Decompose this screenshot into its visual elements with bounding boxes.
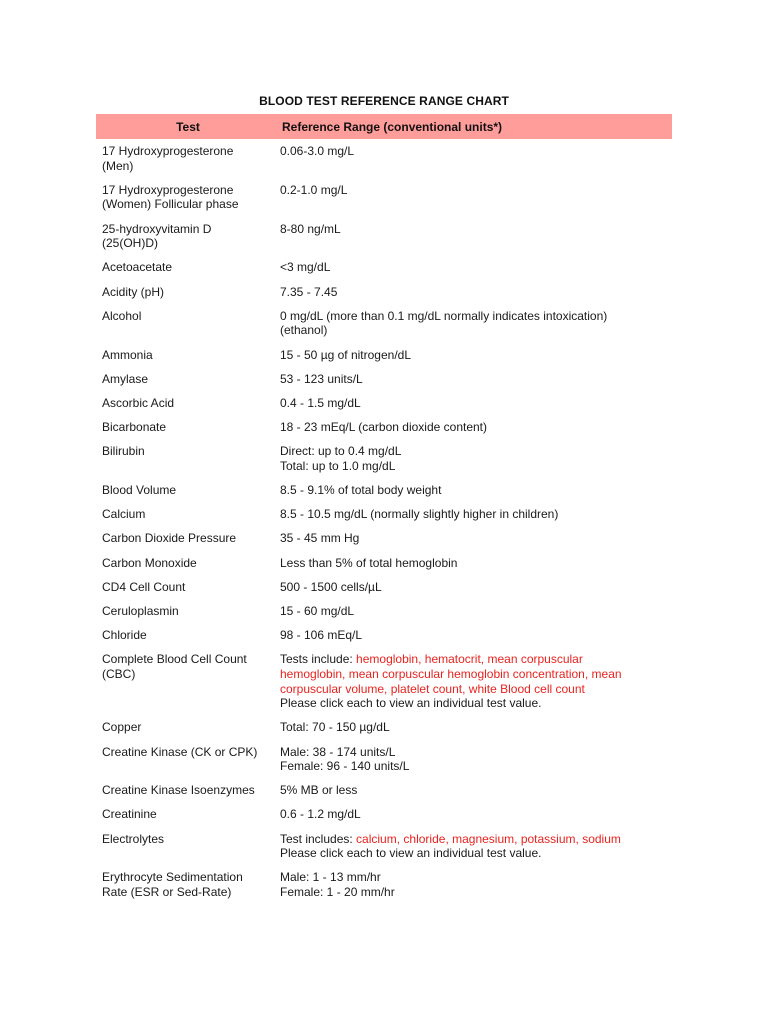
reference-range-line: [280, 309, 672, 324]
reference-range-line: [280, 885, 672, 900]
reference-range-cell: [276, 745, 672, 774]
test-link[interactable]: chloride: [403, 831, 446, 846]
reference-range-line: [280, 720, 672, 735]
range-text: 0.4 - 1.5 mg/dL: [280, 395, 361, 410]
range-text: Please click each to view an individual test value.: [280, 696, 542, 711]
test-name-cell: [96, 309, 276, 338]
table-row: [96, 444, 672, 473]
reference-range-line: [280, 604, 672, 619]
test-link: ,: [575, 831, 583, 846]
range-text: <3 mg/dL: [280, 260, 331, 275]
reference-range-cell: [276, 580, 672, 595]
range-text: Total: up to 1.0 mg/dL: [280, 458, 396, 473]
test-name-cell: [96, 483, 276, 498]
table-row: [96, 556, 672, 571]
test-name-line: 17 Hydroxyprogesterone: [102, 144, 234, 158]
test-name-cell: [96, 285, 276, 300]
test-name-cell: [96, 580, 276, 595]
reference-range-cell: [276, 807, 672, 822]
test-link[interactable]: hemoglobin: [280, 666, 343, 681]
range-text: (ethanol): [280, 323, 328, 338]
table-row: [96, 372, 672, 387]
reference-range-line: [280, 285, 672, 300]
test-name-line: 25-hydroxyvitamin D: [102, 221, 212, 236]
test-link[interactable]: hematocrit: [424, 652, 481, 667]
table-row: [96, 420, 672, 435]
test-name-line: Calcium: [102, 507, 146, 522]
test-name-line: Acidity (pH): [102, 284, 165, 299]
reference-range-cell: [276, 604, 672, 619]
table-row: [96, 870, 672, 899]
range-text: 15 - 50 µg of nitrogen/dL: [280, 347, 412, 362]
reference-range-table: [96, 114, 672, 909]
table-row: [96, 183, 672, 212]
test-link[interactable]: mean corpuscular hemoglobin concentration: [348, 666, 585, 681]
table-header-row: [96, 114, 672, 139]
range-text: Female: 1 - 20 mm/hr: [280, 885, 395, 900]
table-row: [96, 580, 672, 595]
table-row: [96, 309, 672, 338]
table-row: [96, 720, 672, 735]
test-name-line: (CBC): [102, 666, 136, 681]
test-name-line: Electrolytes: [102, 831, 165, 846]
reference-range-line: [280, 396, 672, 411]
reference-range-cell: [276, 720, 672, 735]
test-name-cell: [96, 531, 276, 546]
reference-range-line: [280, 846, 672, 861]
reference-range-cell: [276, 783, 672, 798]
table-row: [96, 652, 672, 710]
table-row: [96, 396, 672, 411]
reference-range-line: [280, 144, 672, 159]
test-link[interactable]: white Blood cell count: [468, 681, 585, 696]
range-text: 15 - 60 mg/dL: [280, 603, 355, 618]
reference-range-line: [280, 580, 672, 595]
reference-range-line: [280, 745, 672, 760]
test-name-cell: [96, 807, 276, 822]
test-link: ,: [480, 652, 488, 667]
test-link[interactable]: magnesium: [452, 831, 515, 846]
table-body: [96, 139, 672, 900]
range-text: Tests include:: [280, 652, 357, 667]
range-text: 0 mg/dL (more than 0.1 mg/dL normally indicates intoxication): [280, 308, 608, 323]
reference-range-line: [280, 783, 672, 798]
test-name-line: Blood Volume: [102, 483, 177, 498]
reference-range-line: [280, 183, 672, 198]
test-link[interactable]: mean: [591, 666, 622, 681]
test-link: ,: [384, 681, 391, 696]
reference-range-line: [280, 870, 672, 885]
range-text: Female: 96 - 140 units/L: [280, 759, 410, 774]
test-name-cell: [96, 420, 276, 435]
table-row: [96, 783, 672, 798]
test-name-line: Creatine Kinase Isoenzymes: [102, 783, 255, 798]
test-name-line: Ascorbic Acid: [102, 395, 175, 410]
range-text: 5% MB or less: [280, 783, 358, 798]
reference-range-cell: [276, 222, 672, 251]
test-link[interactable]: mean corpuscular: [487, 652, 583, 667]
reference-range-line: [280, 807, 672, 822]
test-name-line: Creatine Kinase (CK or CPK): [102, 744, 258, 759]
reference-range-cell: [276, 444, 672, 473]
range-text: Direct: up to 0.4 mg/dL: [280, 444, 402, 459]
range-text: Total: 70 - 150 µg/dL: [280, 720, 390, 735]
test-name-line: (Men): [102, 158, 134, 173]
reference-range-cell: [276, 260, 672, 275]
table-row: [96, 604, 672, 619]
test-name-cell: [96, 144, 276, 173]
test-name-line: Creatinine: [102, 807, 157, 822]
test-link: ,: [418, 652, 425, 667]
reference-range-cell: [276, 531, 672, 546]
table-row: [96, 531, 672, 546]
test-name-line: Erythrocyte Sedimentation: [102, 870, 243, 885]
test-name-line: (25(OH)D): [102, 236, 158, 251]
test-name-cell: [96, 372, 276, 387]
reference-range-cell: [276, 507, 672, 522]
test-link: ,: [342, 666, 349, 681]
test-name-line: CD4 Cell Count: [102, 579, 186, 594]
test-name-line: 17 Hydroxyprogesterone: [102, 182, 234, 197]
range-text: 53 - 123 units/L: [280, 371, 363, 386]
test-link: ,: [514, 831, 521, 846]
test-name-line: Bicarbonate: [102, 420, 167, 435]
reference-range-line: [280, 667, 672, 682]
test-name-cell: [96, 556, 276, 571]
range-text: 500 - 1500 cells/µL: [280, 579, 382, 594]
test-name-cell: [96, 444, 276, 473]
range-text: Male: 38 - 174 units/L: [280, 744, 396, 759]
test-name-cell: [96, 832, 276, 861]
reference-range-cell: [276, 183, 672, 212]
reference-range-line: [280, 507, 672, 522]
reference-range-cell: [276, 144, 672, 173]
test-name-cell: [96, 745, 276, 774]
table-row: [96, 832, 672, 861]
test-name-cell: [96, 507, 276, 522]
test-name-line: Complete Blood Cell Count: [102, 652, 247, 667]
range-text: 98 - 106 mEq/L: [280, 628, 363, 643]
test-name-line: Carbon Dioxide Pressure: [102, 531, 237, 546]
reference-range-line: [280, 459, 672, 474]
test-name-line: Ammonia: [102, 347, 153, 362]
range-text: 0.2-1.0 mg/L: [280, 182, 348, 197]
test-name-line: Amylase: [102, 371, 149, 386]
range-text: Please click each to view an individual test value.: [280, 846, 542, 861]
reference-range-line: [280, 696, 672, 711]
reference-range-cell: [276, 372, 672, 387]
test-link[interactable]: sodium: [582, 831, 621, 846]
range-text: 8.5 - 10.5 mg/dL (normally slightly higher in children): [280, 507, 559, 522]
range-text: 7.35 - 7.45: [280, 284, 338, 299]
column-header-reference-range: Reference Range (conventional units*): [282, 119, 503, 134]
reference-range-line: [280, 531, 672, 546]
test-name-line: Bilirubin: [102, 444, 145, 459]
test-name-line: Ceruloplasmin: [102, 603, 179, 618]
test-name-line: Rate (ESR or Sed-Rate): [102, 885, 232, 900]
reference-range-line: [280, 420, 672, 435]
reference-range-line: [280, 832, 672, 847]
reference-range-line: [280, 348, 672, 363]
reference-range-cell: [276, 628, 672, 643]
test-link[interactable]: platelet count: [390, 681, 463, 696]
test-name-cell: [96, 260, 276, 275]
range-text: Male: 1 - 13 mm/hr: [280, 870, 381, 885]
range-text: 0.6 - 1.2 mg/dL: [280, 807, 361, 822]
test-name-cell: [96, 720, 276, 735]
test-link: ,: [445, 831, 453, 846]
table-row: [96, 507, 672, 522]
reference-range-line: [280, 682, 672, 697]
test-link[interactable]: potassium: [520, 831, 576, 846]
reference-range-cell: [276, 870, 672, 899]
range-text: 18 - 23 mEq/L (carbon dioxide content): [280, 420, 488, 435]
range-text: 8.5 - 9.1% of total body weight: [280, 483, 442, 498]
table-row: [96, 348, 672, 363]
test-link: ,: [396, 831, 404, 846]
reference-range-cell: [276, 285, 672, 300]
reference-range-line: [280, 556, 672, 571]
test-name-cell: [96, 183, 276, 212]
reference-range-line: [280, 759, 672, 774]
range-text: Test includes:: [280, 831, 357, 846]
reference-range-line: [280, 628, 672, 643]
test-name-line: Acetoacetate: [102, 260, 173, 275]
reference-range-cell: [276, 483, 672, 498]
range-text: 8-80 ng/mL: [280, 221, 341, 236]
table-row: [96, 807, 672, 822]
test-name-cell: [96, 870, 276, 899]
table-row: [96, 483, 672, 498]
reference-range-cell: [276, 556, 672, 571]
reference-range-line: [280, 483, 672, 498]
test-link: ,: [462, 681, 469, 696]
test-name-cell: [96, 783, 276, 798]
test-name-line: Chloride: [102, 628, 147, 643]
column-header-test: Test: [176, 119, 200, 134]
reference-range-cell: [276, 832, 672, 861]
range-text: 0.06-3.0 mg/L: [280, 144, 355, 158]
reference-range-line: [280, 222, 672, 237]
reference-range-line: [280, 372, 672, 387]
test-name-cell: [96, 396, 276, 411]
table-row: [96, 745, 672, 774]
reference-range-cell: [276, 652, 672, 710]
test-name-cell: [96, 652, 276, 710]
range-text: Less than 5% of total hemoglobin: [280, 555, 458, 570]
reference-range-line: [280, 260, 672, 275]
reference-range-line: [280, 323, 672, 338]
test-link[interactable]: hemoglobin: [356, 652, 419, 667]
reference-range-line: [280, 652, 672, 667]
test-name-line: Copper: [102, 720, 142, 735]
document-title: BLOOD TEST REFERENCE RANGE CHART: [259, 94, 509, 108]
table-row: [96, 628, 672, 643]
test-name-line: (Women) Follicular phase: [102, 197, 239, 212]
test-link: ,: [584, 666, 592, 681]
range-text: 35 - 45 mm Hg: [280, 531, 360, 546]
test-name-cell: [96, 628, 276, 643]
test-name-line: Alcohol: [102, 308, 142, 323]
table-row: [96, 285, 672, 300]
reference-range-cell: [276, 348, 672, 363]
test-name-cell: [96, 222, 276, 251]
reference-range-line: [280, 444, 672, 459]
test-link[interactable]: calcium: [356, 831, 397, 846]
table-row: [96, 144, 672, 173]
test-name-cell: [96, 604, 276, 619]
table-row: [96, 222, 672, 251]
reference-range-cell: [276, 396, 672, 411]
test-name-line: Carbon Monoxide: [102, 555, 197, 570]
test-name-cell: [96, 348, 276, 363]
reference-range-cell: [276, 420, 672, 435]
test-link[interactable]: corpuscular volume: [280, 681, 385, 696]
reference-range-cell: [276, 309, 672, 338]
table-row: [96, 260, 672, 275]
